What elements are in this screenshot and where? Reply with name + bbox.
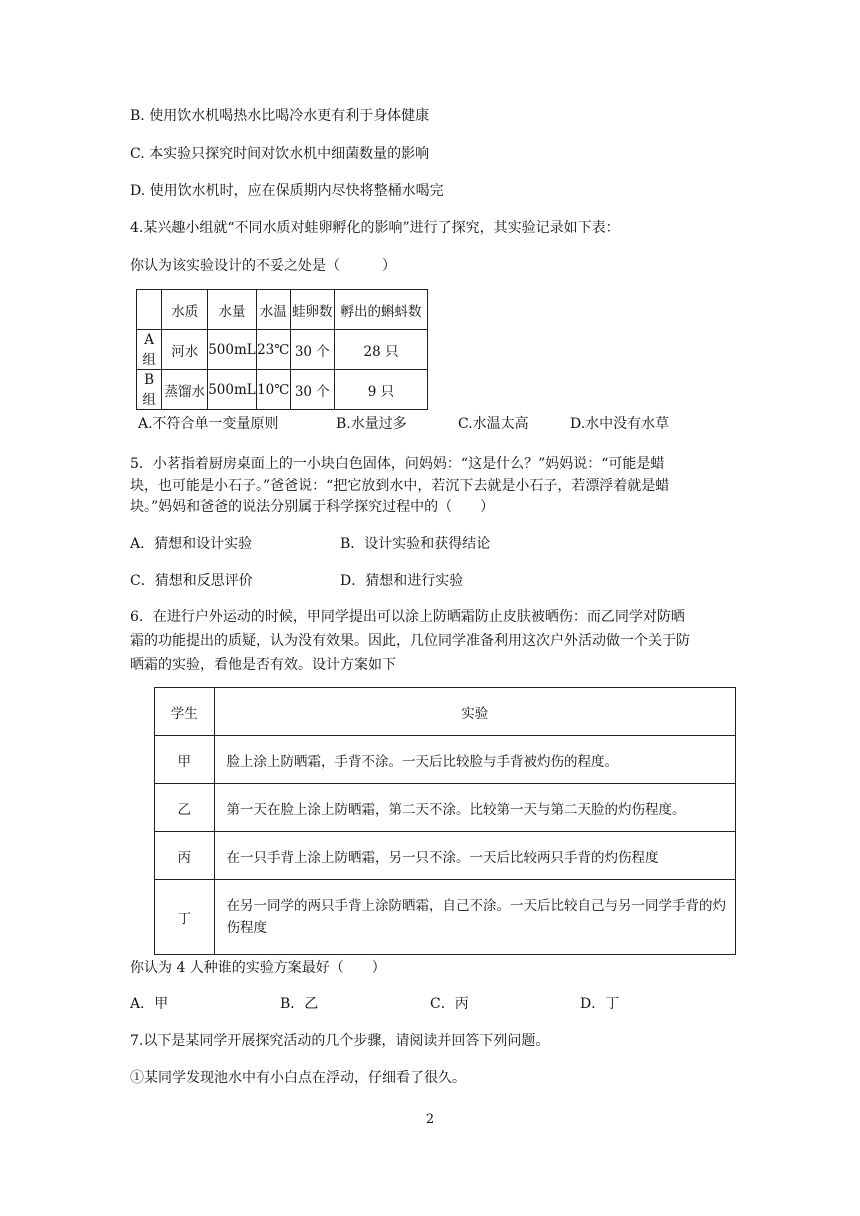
q4-stem: 4.某兴趣小组就“不同水质对蛙卵孵化的影响”进行了探究，其实验记录如下表： xyxy=(130,220,620,236)
table-row xyxy=(155,832,736,880)
q5-stem-line1: 5．小茗指着厨房桌面上的一小块白色固体，问妈妈：“这是什么？”妈妈说：“可能是蜡 xyxy=(130,456,665,472)
table-cell: 在另一同学的两只手背上涂防晒霜，自己不涂。一天后比较自己与另一同学手背的灼伤程度 xyxy=(214,880,735,955)
q5-option-c: C．猜想和反思评价 xyxy=(130,573,253,589)
page-number: 2 xyxy=(425,1112,435,1127)
table-cell: 脸上涂上防晒霜，手背不涂。一天后比较脸与手背被灼伤的程度。 xyxy=(214,736,735,784)
q6-prompt: 你认为 4 人种谁的实验方案最好（ ） xyxy=(130,960,386,976)
table-row xyxy=(155,784,736,832)
q5-stem-line3: 块。”妈妈和爸爸的说法分别属于科学探究过程中的（ ） xyxy=(130,499,495,515)
table-header-cell: 水质 xyxy=(162,290,208,330)
table-cell: 28 只 xyxy=(334,330,427,370)
q3-option-b: B. 使用饮水机喝热水比喝冷水更有利于身体健康 xyxy=(130,108,430,124)
table-row xyxy=(155,880,736,955)
table-header-cell: 实验 xyxy=(214,688,735,736)
table-header-cell: 学生 xyxy=(155,688,215,736)
table-cell: A 组 xyxy=(137,330,162,370)
table-cell: 500mL xyxy=(208,370,257,410)
q5-stem-line2: 块，也可能是小石子。”爸爸说：“把它放到水中，若沉下去就是小石子，若漂浮着就是蜡 xyxy=(130,478,670,494)
q6-stem-line2: 霜的功能提出的质疑，认为没有效果。因此，几位同学准备利用这次户外活动做一个关于防 xyxy=(130,633,690,649)
q6-table xyxy=(154,687,736,955)
q6-option-a: A．甲 xyxy=(130,996,169,1012)
table-cell: 30 个 xyxy=(290,330,334,370)
table-cell: 在一只手背上涂上防晒霜，另一只不涂。一天后比较两只手背的灼伤程度 xyxy=(214,832,735,880)
table-cell: 10℃ xyxy=(256,370,290,410)
q6-table-header-row xyxy=(155,688,736,736)
q7-stem: 7.以下是某同学开展探究活动的几个步骤，请阅读并回答下列问题。 xyxy=(130,1033,550,1049)
q5-option-b: B．设计实验和获得结论 xyxy=(340,536,491,552)
table-cell: B 组 xyxy=(137,370,162,410)
table-cell: 河水 xyxy=(162,330,208,370)
q4-option-c: C.水温太高 xyxy=(458,416,529,432)
q6-option-b: B．乙 xyxy=(280,996,319,1012)
q4-option-d: D.水中没有水草 xyxy=(570,416,670,432)
table-cell: 乙 xyxy=(155,784,215,832)
table-cell: 23℃ xyxy=(256,330,290,370)
q6-option-c: C．丙 xyxy=(430,996,469,1012)
q6-stem-line3: 晒霜的实验，看他是否有效。设计方案如下 xyxy=(130,657,396,673)
table-cell: 丁 xyxy=(155,880,215,955)
table-header-cell: 水量 xyxy=(208,290,257,330)
q5-option-a: A．猜想和设计实验 xyxy=(130,536,253,552)
q6-stem-line1: 6．在进行户外运动的时候，甲同学提出可以涂上防晒霜防止皮肤被晒伤：而乙同学对防晒 xyxy=(130,609,685,625)
q4-option-a: A.不符合单一变量原则 xyxy=(138,416,279,432)
q4-table-header-row xyxy=(137,290,428,330)
table-cell: 9 只 xyxy=(334,370,427,410)
q4-option-b: B.水量过多 xyxy=(336,416,407,432)
q4-table xyxy=(136,289,428,410)
q5-option-d: D．猜想和进行实验 xyxy=(340,573,464,589)
table-header-cell xyxy=(137,290,162,330)
q6-option-d: D．丁 xyxy=(580,996,620,1012)
q7-step1: ①某同学发现池水中有小白点在浮动，仔细看了很久。 xyxy=(130,1070,466,1086)
table-row xyxy=(137,370,428,410)
table-row xyxy=(137,330,428,370)
table-cell: 500mL xyxy=(208,330,257,370)
q4-prompt: 你认为该实验设计的不妥之处是（ ） xyxy=(130,258,396,274)
table-cell: 30 个 xyxy=(290,370,334,410)
table-header-cell: 孵出的蝌蚪数 xyxy=(334,290,427,330)
table-header-cell: 蛙卵数 xyxy=(290,290,334,330)
table-row xyxy=(155,736,736,784)
table-cell: 甲 xyxy=(155,736,215,784)
q3-option-c: C. 本实验只探究时间对饮水机中细菌数量的影响 xyxy=(130,146,430,162)
table-cell: 蒸馏水 xyxy=(162,370,208,410)
q3-option-d: D. 使用饮水机时，应在保质期内尽快将整桶水喝完 xyxy=(130,183,444,199)
table-cell: 丙 xyxy=(155,832,215,880)
table-header-cell: 水温 xyxy=(256,290,290,330)
table-cell: 第一天在脸上涂上防晒霜，第二天不涂。比较第一天与第二天脸的灼伤程度。 xyxy=(214,784,735,832)
